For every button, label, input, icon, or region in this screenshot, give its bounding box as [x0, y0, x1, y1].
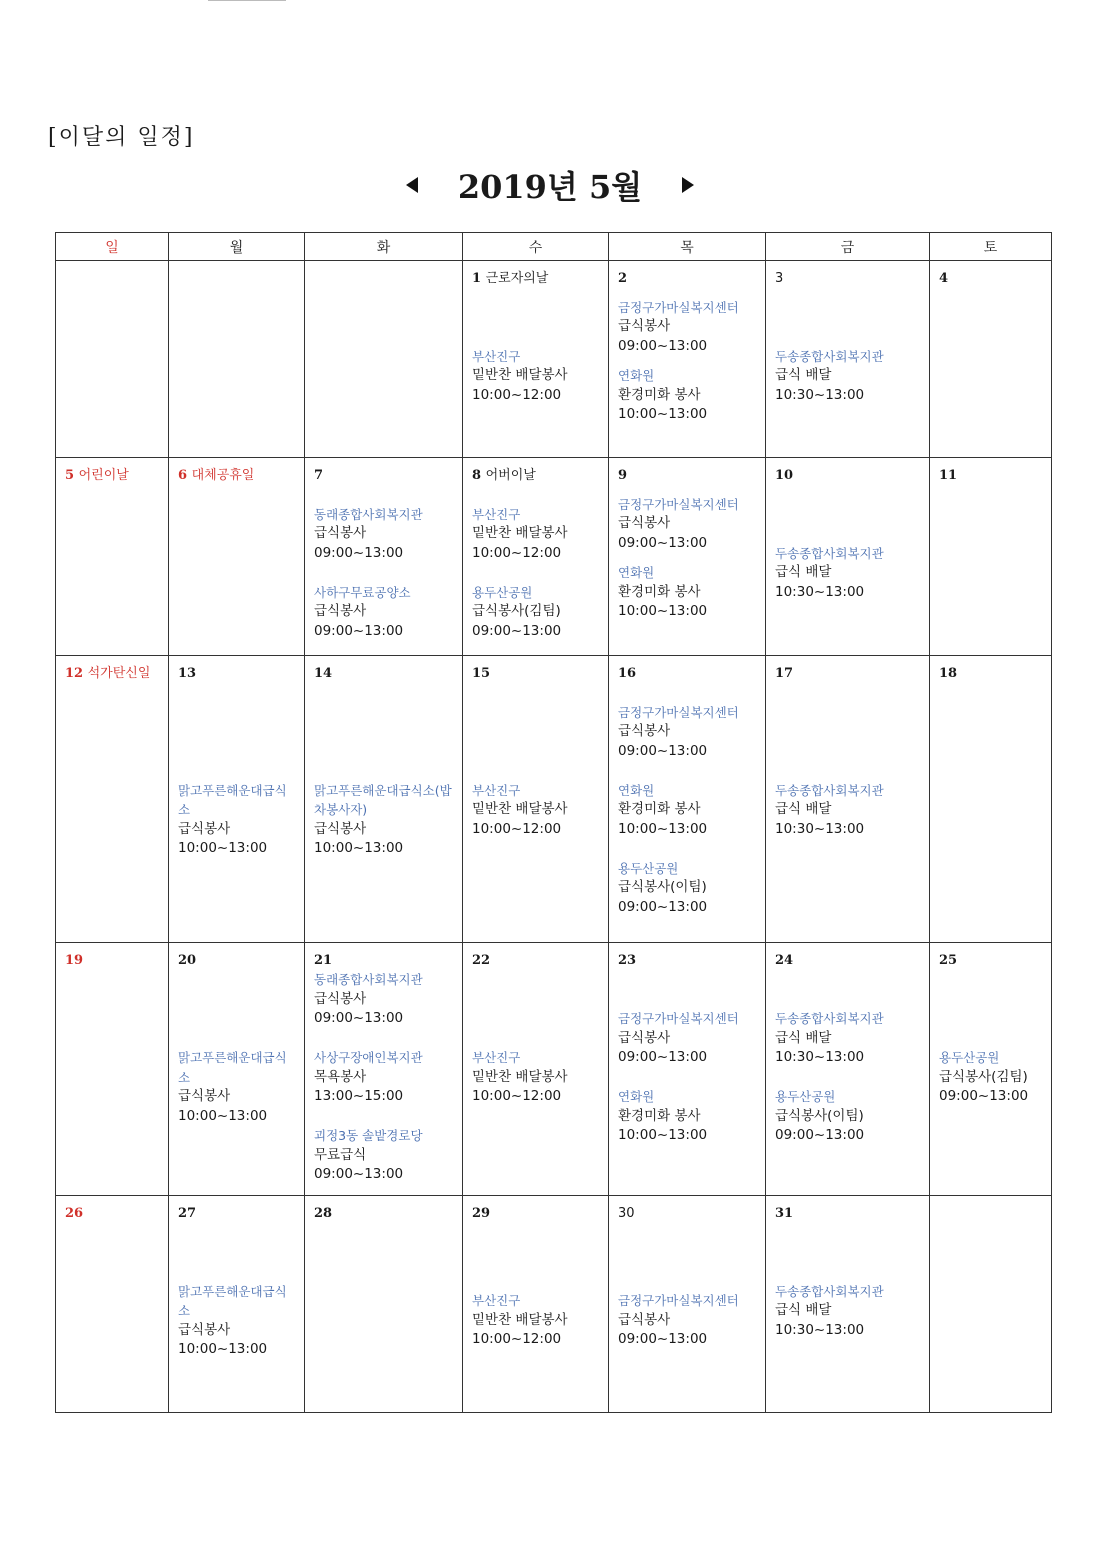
event-activity: 급식 배달: [775, 367, 832, 383]
day-cell: [463, 458, 609, 656]
event-organization: 용두산공원: [472, 584, 533, 600]
day-number-value: 13: [178, 666, 197, 681]
event-organization: 맑고푸른해운대급식소: [178, 1050, 287, 1085]
day-cell: [930, 261, 1052, 458]
day-cell: [463, 943, 609, 1196]
event-activity: 밑반찬 배달봉사: [472, 1068, 568, 1085]
event-time: 10:00~13:00: [178, 840, 268, 856]
event-activity: 급식봉사: [314, 525, 367, 541]
day-number: [775, 1204, 921, 1223]
event-organization: 용두산공원: [939, 1050, 1000, 1065]
event-activity: 무료급식: [314, 1146, 367, 1163]
event-activity: 환경미화 봉사: [618, 1107, 701, 1124]
event-time: 10:00~12:00: [472, 544, 562, 561]
event-activity: 밑반찬 배달봉사: [472, 367, 568, 383]
event-entry: [618, 298, 757, 357]
event-organization: 동래종합사회복지관: [314, 506, 423, 522]
day-number-value: 11: [939, 468, 958, 483]
calendar-body: [56, 261, 1052, 1413]
event-activity: 밑반찬 배달봉사: [472, 801, 568, 817]
event-organization: 두송종합사회복지관: [775, 348, 884, 364]
day-cell: [305, 656, 463, 943]
event-organization: 금정구가마실복지센터: [618, 1293, 739, 1309]
day-number: [618, 466, 757, 485]
day-number: [314, 951, 454, 970]
day-number: [775, 466, 921, 485]
event-time: 10:30~13:00: [775, 820, 865, 837]
day-cell: [609, 656, 766, 943]
event-activity: 밑반찬 배달봉사: [472, 525, 568, 541]
day-cell: [463, 261, 609, 458]
event-time: 10:00~12:00: [472, 820, 562, 837]
event-time: 10:00~13:00: [618, 1127, 708, 1143]
day-number-value: 5: [65, 468, 75, 483]
day-number: [618, 1204, 757, 1223]
event-entry: [314, 970, 454, 1029]
event-organization: 연화원: [618, 368, 655, 383]
day-number: [314, 466, 454, 485]
event-time: 09:00~13:00: [939, 1088, 1029, 1104]
day-cell: [930, 656, 1052, 943]
day-cell: [766, 458, 930, 656]
weekday-header-wed: 수: [463, 233, 609, 261]
day-number-value: 26: [65, 1206, 84, 1221]
day-number: [472, 1204, 600, 1223]
weekday-header-row: [56, 233, 1052, 261]
day-number-value: 17: [775, 666, 794, 681]
event-time: 10:00~13:00: [178, 1341, 268, 1357]
section-title: [이달의 일정]: [48, 125, 195, 150]
event-entry: [178, 781, 296, 859]
day-number: [775, 951, 921, 970]
event-entry: [314, 505, 454, 564]
day-number-value: 21: [314, 953, 333, 968]
day-number-value: 9: [618, 468, 628, 483]
month-title: 2019년 5월: [457, 168, 643, 206]
day-number: [472, 951, 600, 970]
event-time: 10:00~13:00: [618, 820, 708, 837]
event-organization: 두송종합사회복지관: [775, 1283, 884, 1299]
event-organization: 금정구가마실복지센터: [618, 704, 739, 720]
event-organization: 연화원: [618, 565, 655, 580]
day-number-value: 23: [618, 953, 637, 968]
day-number: [939, 951, 1043, 970]
event-time: 10:30~13:00: [775, 1321, 865, 1338]
event-entry: [775, 1087, 921, 1146]
event-entry: [618, 563, 757, 622]
day-number-value: 4: [939, 271, 949, 286]
day-label: 어린이날: [78, 468, 129, 483]
day-cell: [56, 1196, 169, 1413]
event-activity: 급식봉사: [178, 1321, 231, 1338]
event-organization: 부산진구: [472, 506, 521, 522]
event-organization: 용두산공원: [775, 1089, 836, 1104]
event-time: 10:00~12:00: [472, 1088, 562, 1104]
day-cell: [56, 943, 169, 1196]
event-organization: 괴정3동 솔밭경로당: [314, 1128, 423, 1143]
event-organization: 부산진구: [472, 1050, 521, 1065]
day-cell: [169, 458, 305, 656]
day-number: [618, 269, 757, 288]
day-label: 대체공휴일: [191, 468, 255, 483]
day-number: [65, 466, 160, 485]
day-number-value: 15: [472, 666, 491, 681]
day-number-value: 16: [618, 666, 637, 681]
event-time: 10:30~13:00: [775, 1049, 865, 1065]
event-time: 09:00~13:00: [618, 1049, 708, 1065]
event-time: 09:00~13:00: [618, 337, 708, 354]
event-time: 09:00~13:00: [618, 534, 708, 551]
event-time: 09:00~13:00: [618, 742, 708, 759]
weekday-header-mon: 월: [169, 233, 305, 261]
event-organization: 맑고푸른해운대급식소(밥차봉사자): [314, 782, 452, 817]
event-entry: [618, 495, 757, 554]
day-number: [472, 269, 600, 288]
day-number-value: 20: [178, 953, 197, 968]
event-time: 10:30~13:00: [775, 583, 865, 600]
event-activity: 급식봉사: [314, 820, 367, 837]
event-time: 09:00~13:00: [314, 1166, 404, 1182]
triangle-left-icon[interactable]: [406, 177, 418, 193]
event-time: 10:00~12:00: [472, 386, 562, 403]
day-number: [618, 664, 757, 683]
event-entry: [775, 1009, 921, 1068]
day-number-value: 1: [472, 271, 482, 286]
day-number: [178, 664, 296, 683]
event-entry: [472, 1048, 600, 1107]
day-number-value: 2: [618, 271, 628, 286]
event-entry: [472, 781, 600, 840]
event-activity: 환경미화 봉사: [618, 583, 701, 600]
event-organization: 부산진구: [472, 782, 521, 798]
day-number-value: 6: [178, 468, 188, 483]
week-row: [56, 943, 1052, 1196]
day-number: [939, 664, 1043, 683]
day-number-value: 28: [314, 1206, 333, 1221]
day-number: [775, 269, 921, 288]
event-entry: [472, 583, 600, 642]
event-entry: [618, 859, 757, 918]
event-organization: 부산진구: [472, 1293, 521, 1309]
day-label: 근로자의날: [485, 271, 549, 286]
event-organization: 두송종합사회복지관: [775, 545, 884, 561]
day-number: [178, 951, 296, 970]
weekday-header-tue: 화: [305, 233, 463, 261]
day-number-value: 8: [472, 468, 482, 483]
event-entry: [472, 505, 600, 564]
day-number-value: 25: [939, 953, 958, 968]
day-number-value: 24: [775, 953, 794, 968]
calendar-table: [55, 232, 1052, 1413]
event-organization: 금정구가마실복지센터: [618, 299, 739, 315]
empty-day-cell: [56, 261, 169, 458]
event-activity: 급식봉사: [178, 1088, 231, 1104]
event-organization: 연화원: [618, 1089, 655, 1104]
event-entry: [775, 781, 921, 840]
day-number: [939, 466, 1043, 485]
event-organization: 맑고푸른해운대급식소: [178, 782, 287, 817]
event-activity: 급식봉사: [178, 820, 231, 837]
event-entry: [314, 1048, 454, 1107]
event-entry: [314, 781, 454, 859]
day-number: [65, 1204, 160, 1223]
event-time: 09:00~13:00: [314, 544, 404, 561]
scan-mark: [208, 0, 286, 1]
event-organization: 금정구가마실복지센터: [618, 496, 739, 512]
day-cell: [169, 656, 305, 943]
event-entry: [775, 347, 921, 406]
event-entry: [618, 1009, 757, 1068]
day-cell: [766, 261, 930, 458]
day-number-value: 30: [618, 1206, 635, 1221]
event-activity: 급식봉사: [314, 990, 367, 1007]
day-number-value: 7: [314, 468, 324, 483]
day-number: [178, 1204, 296, 1223]
weekday-header-thu: 목: [609, 233, 766, 261]
day-number: [472, 466, 600, 485]
empty-day-cell: [169, 261, 305, 458]
event-activity: 급식 배달: [775, 801, 832, 817]
empty-day-cell: [305, 261, 463, 458]
event-activity: 급식 배달: [775, 564, 832, 580]
day-number: [472, 664, 600, 683]
week-row: [56, 261, 1052, 458]
event-activity: 급식봉사: [314, 603, 367, 619]
event-entry: [618, 781, 757, 840]
event-time: 10:30~13:00: [775, 386, 865, 403]
event-organization: 동래종합사회복지관: [314, 972, 423, 987]
event-time: 09:00~13:00: [618, 898, 708, 915]
day-number: [314, 664, 454, 683]
event-time: 10:00~13:00: [618, 603, 708, 619]
day-number: [65, 951, 160, 970]
event-activity: 급식봉사(이팀): [775, 1107, 864, 1124]
day-cell: [305, 458, 463, 656]
event-entry: [314, 1126, 454, 1185]
event-time: 10:00~13:00: [314, 840, 404, 856]
day-number-value: 18: [939, 666, 958, 681]
day-number-value: 27: [178, 1206, 197, 1221]
event-time: 10:00~12:00: [472, 1331, 562, 1348]
day-cell: [609, 943, 766, 1196]
event-organization: 사상구장애인복지관: [314, 1050, 423, 1065]
day-number: [618, 951, 757, 970]
day-cell: [463, 656, 609, 943]
event-time: 09:00~13:00: [314, 622, 404, 639]
event-time: 10:00~13:00: [618, 406, 708, 422]
event-organization: 금정구가마실복지센터: [618, 1011, 739, 1026]
event-entry: [618, 1291, 757, 1350]
event-time: 13:00~15:00: [314, 1088, 404, 1104]
event-organization: 두송종합사회복지관: [775, 1011, 884, 1026]
day-number: [314, 1204, 454, 1223]
day-number: [775, 664, 921, 683]
day-cell: [609, 458, 766, 656]
event-entry: [314, 583, 454, 642]
event-entry: [939, 1048, 1043, 1107]
day-number-value: 31: [775, 1206, 794, 1221]
day-cell: [930, 458, 1052, 656]
day-cell: [305, 943, 463, 1196]
event-organization: 맑고푸른해운대급식소: [178, 1283, 287, 1318]
day-cell: [930, 943, 1052, 1196]
event-activity: 급식봉사: [618, 1029, 671, 1046]
week-row: [56, 656, 1052, 943]
day-cell: [766, 656, 930, 943]
day-cell: [609, 261, 766, 458]
event-organization: 두송종합사회복지관: [775, 782, 884, 798]
week-row: [56, 458, 1052, 656]
empty-day-cell: [930, 1196, 1052, 1413]
event-organization: 연화원: [618, 782, 655, 798]
day-number-value: 10: [775, 468, 794, 483]
event-entry: [178, 1282, 296, 1360]
event-time: 10:00~13:00: [178, 1107, 268, 1124]
day-label: 석가탄신일: [87, 666, 151, 681]
day-cell: [169, 943, 305, 1196]
day-cell: [169, 1196, 305, 1413]
day-cell: [463, 1196, 609, 1413]
day-cell: [305, 1196, 463, 1413]
event-activity: 급식 배달: [775, 1029, 832, 1046]
day-number-value: 14: [314, 666, 333, 681]
day-number: [178, 466, 296, 485]
event-activity: 환경미화 봉사: [618, 386, 701, 403]
event-entry: [618, 366, 757, 425]
event-entry: [178, 1048, 296, 1126]
week-row: [56, 1196, 1052, 1413]
day-number-value: 29: [472, 1206, 491, 1221]
event-entry: [775, 1282, 921, 1341]
event-activity: 급식봉사: [618, 1311, 671, 1328]
event-activity: 급식봉사(이팀): [618, 879, 707, 895]
event-activity: 급식봉사(김팀): [939, 1068, 1028, 1085]
event-entry: [775, 544, 921, 603]
event-organization: 사하구무료공양소: [314, 584, 411, 600]
day-cell: [56, 458, 169, 656]
event-time: 09:00~13:00: [775, 1127, 865, 1143]
month-header: [0, 160, 1100, 210]
event-entry: [472, 347, 600, 406]
day-number: [65, 664, 160, 683]
day-number-value: 22: [472, 953, 491, 968]
day-number-value: 3: [775, 271, 784, 286]
event-entry: [618, 703, 757, 762]
event-activity: 급식봉사: [618, 318, 671, 335]
event-activity: 급식 배달: [775, 1302, 832, 1318]
event-entry: [618, 1087, 757, 1146]
day-number: [939, 269, 1043, 288]
event-activity: 급식봉사: [618, 723, 671, 739]
event-activity: 급식봉사(김팀): [472, 603, 561, 619]
weekday-header-sun: 일: [56, 233, 169, 261]
day-number-value: 19: [65, 953, 84, 968]
weekday-header-fri: 금: [766, 233, 930, 261]
event-time: 09:00~13:00: [472, 622, 562, 639]
day-cell: [56, 656, 169, 943]
event-activity: 밑반찬 배달봉사: [472, 1311, 568, 1328]
event-activity: 환경미화 봉사: [618, 801, 701, 817]
day-cell: [766, 1196, 930, 1413]
day-number-value: 12: [65, 666, 84, 681]
weekday-header-sat: 토: [930, 233, 1052, 261]
event-time: 09:00~13:00: [618, 1331, 708, 1348]
event-organization: 용두산공원: [618, 860, 679, 876]
event-time: 09:00~13:00: [314, 1010, 404, 1026]
event-organization: 부산진구: [472, 348, 521, 364]
day-cell: [609, 1196, 766, 1413]
day-label: 어버이날: [485, 468, 536, 483]
event-activity: 목욕봉사: [314, 1068, 367, 1085]
event-entry: [472, 1291, 600, 1350]
event-activity: 급식봉사: [618, 515, 671, 532]
triangle-right-icon[interactable]: [682, 177, 694, 193]
day-cell: [766, 943, 930, 1196]
